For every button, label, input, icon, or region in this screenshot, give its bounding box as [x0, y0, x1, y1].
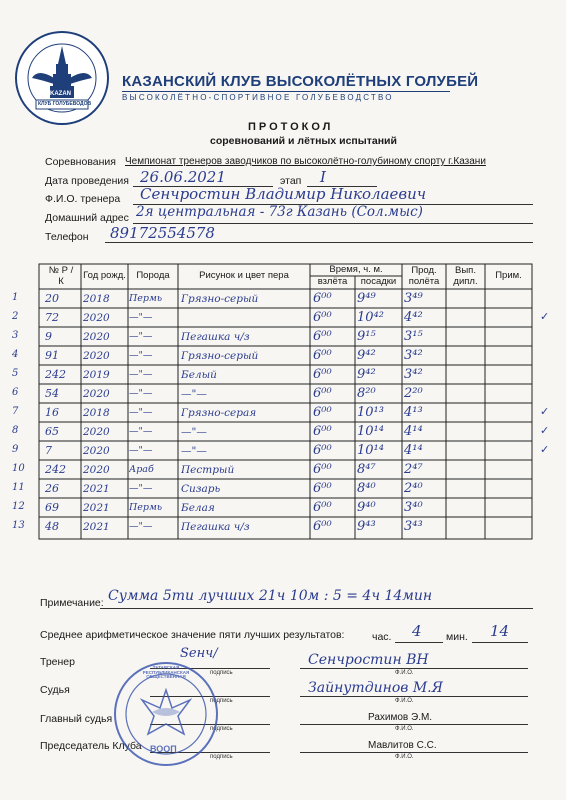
hours-underline: [395, 642, 443, 643]
cell-num[interactable]: 242: [45, 463, 66, 476]
cell-pattern[interactable]: Пестрый: [181, 463, 235, 476]
cell-takeoff[interactable]: 6⁰⁰: [313, 462, 332, 477]
cell-landing[interactable]: 9⁴²: [357, 348, 376, 363]
trainer-label: Тренер: [40, 656, 75, 668]
row-checkmark: ✓: [540, 406, 550, 418]
chairman-fio-line: [300, 752, 528, 753]
cell-breed[interactable]: Араб: [129, 464, 154, 475]
cell-duration[interactable]: 2⁴⁷: [404, 462, 423, 477]
row-index: 4: [12, 349, 19, 360]
cell-num[interactable]: 16: [45, 406, 59, 419]
cell-takeoff[interactable]: 6⁰⁰: [313, 405, 332, 420]
note-label: Примечание:: [40, 597, 104, 609]
cell-takeoff[interactable]: 6⁰⁰: [313, 367, 332, 382]
cell-takeoff[interactable]: 6⁰⁰: [313, 348, 332, 363]
cell-num[interactable]: 7: [45, 444, 52, 457]
logo-ribbon-text: КЛУБ ГОЛУБЕВОДОВ: [38, 101, 92, 107]
judge-sign-caption: подпись: [210, 698, 233, 704]
cell-num[interactable]: 242: [45, 368, 66, 381]
cell-pattern[interactable]: Пегашка ч/з: [181, 520, 250, 533]
cell-landing[interactable]: 9⁴³: [357, 519, 376, 534]
doc-subtitle: соревнований и лётных испытаний: [210, 135, 397, 147]
trainer-fio-caption: Ф.И.О.: [395, 670, 414, 676]
cell-duration[interactable]: 3¹⁵: [404, 329, 423, 344]
chairman-label: Председатель Клуба: [40, 740, 142, 752]
cell-duration[interactable]: 3⁴²: [404, 367, 423, 382]
cell-landing[interactable]: 9¹⁵: [357, 329, 376, 344]
stage-value[interactable]: I: [320, 168, 326, 186]
cell-takeoff[interactable]: 6⁰⁰: [313, 424, 332, 439]
phone-underline: [105, 242, 533, 243]
chief-judge-label: Главный судья: [40, 713, 113, 725]
cell-landing[interactable]: 10⁴²: [357, 310, 384, 325]
competition-value[interactable]: Чемпионат тренеров заводчиков по высоколётно-голубиному спорту г.Казани: [125, 156, 486, 167]
cell-year[interactable]: 2020: [83, 463, 110, 476]
row-index: 13: [12, 520, 25, 531]
hours-label: час.: [372, 631, 392, 643]
trainer-fio[interactable]: Сенчростин ВН: [308, 652, 429, 668]
cell-takeoff[interactable]: 6⁰⁰: [313, 481, 332, 496]
note-value[interactable]: Сумма 5ти лучших 21ч 10м : 5 = 4ч 14мин: [108, 588, 433, 604]
cell-num[interactable]: 20: [45, 292, 59, 305]
row-index: 8: [12, 425, 19, 436]
cell-year[interactable]: 2020: [83, 311, 110, 324]
cell-takeoff[interactable]: 6⁰⁰: [313, 443, 332, 458]
cell-num[interactable]: 69: [45, 501, 59, 514]
club-logo: [14, 30, 110, 126]
org-subtitle-rule: [122, 91, 450, 92]
header-duration: Прод. полёта: [408, 265, 440, 287]
cell-takeoff[interactable]: 6⁰⁰: [313, 500, 332, 515]
cell-year[interactable]: 2020: [83, 387, 110, 400]
judge-fio[interactable]: Зайнутдинов М.Я: [308, 680, 443, 696]
cell-duration[interactable]: 4¹⁴: [404, 424, 423, 439]
header-breed: Порода: [136, 270, 170, 282]
logo-city: KAZAN: [50, 91, 71, 97]
row-index: 9: [12, 444, 19, 455]
cell-takeoff[interactable]: 6⁰⁰: [313, 329, 332, 344]
org-subtitle: ВЫСОКОЛЁТНО-СПОРТИВНОЕ ГОЛУБЕВОДСТВО: [122, 93, 394, 102]
cell-landing[interactable]: 8⁴⁷: [357, 462, 376, 477]
row-index: 11: [12, 482, 25, 493]
header-num: № Р / К: [48, 265, 74, 287]
cell-duration[interactable]: 4⁴²: [404, 310, 423, 325]
row-checkmark: ✓: [540, 425, 550, 437]
doc-title: ПРОТОКОЛ: [248, 121, 334, 133]
cell-breed[interactable]: —"—: [129, 483, 153, 494]
cell-num[interactable]: 26: [45, 482, 59, 495]
cell-takeoff[interactable]: 6⁰⁰: [313, 386, 332, 401]
cell-breed[interactable]: —"—: [129, 388, 153, 399]
phone-value[interactable]: 89172554578: [110, 224, 215, 242]
chief-judge-fio-line: [300, 724, 528, 725]
chief-judge-fio: Рахимов Э.М.: [368, 712, 433, 723]
cell-duration[interactable]: 4¹³: [404, 405, 423, 420]
cell-pattern[interactable]: Грязно-серый: [181, 349, 259, 362]
chairman-fio: Мавлитов С.С.: [368, 740, 437, 751]
cell-pattern[interactable]: Белый: [181, 368, 217, 381]
cell-breed[interactable]: —"—: [129, 350, 153, 361]
row-index: 3: [12, 330, 19, 341]
cell-breed[interactable]: —"—: [129, 426, 153, 437]
cell-duration[interactable]: 3⁴⁰: [404, 500, 423, 515]
date-label: Дата проведения: [45, 175, 129, 187]
cell-year[interactable]: 2021: [83, 482, 110, 495]
header-time: Время, ч. м.: [329, 263, 383, 275]
cell-pattern[interactable]: [181, 308, 309, 327]
min-label: мин.: [446, 631, 468, 643]
cell-num[interactable]: 9: [45, 330, 52, 343]
cell-pattern[interactable]: Сизарь: [181, 482, 221, 495]
cell-num[interactable]: 54: [45, 387, 59, 400]
cell-landing[interactable]: 10¹⁴: [357, 443, 384, 458]
date-value[interactable]: 26.06.2021: [140, 168, 226, 186]
cell-year[interactable]: 2021: [83, 520, 110, 533]
competition-label: Соревнования: [45, 156, 116, 168]
stage-label: этап: [280, 175, 302, 187]
cell-landing[interactable]: 10¹⁴: [357, 424, 384, 439]
trainer-fio-line: [300, 668, 528, 669]
cell-duration[interactable]: 3⁴³: [404, 519, 423, 534]
cell-year[interactable]: 2020: [83, 444, 110, 457]
cell-takeoff[interactable]: 6⁰⁰: [313, 310, 332, 325]
row-checkmark: ✓: [540, 311, 550, 323]
cell-duration[interactable]: 2⁴⁰: [404, 481, 423, 496]
chief-judge-fio-caption: Ф.И.О.: [395, 726, 414, 732]
header-takeoff: взлёта: [317, 276, 348, 288]
cell-landing[interactable]: 9⁴²: [357, 367, 376, 382]
chairman-fio-caption: Ф.И.О.: [395, 754, 414, 760]
cell-pattern[interactable]: —"—: [181, 387, 207, 400]
judge-fio-caption: Ф.И.О.: [395, 698, 414, 704]
min-underline: [472, 642, 528, 643]
cell-num[interactable]: 48: [45, 520, 59, 533]
cell-landing[interactable]: 9⁴⁹: [357, 291, 376, 306]
cell-year[interactable]: 2019: [83, 368, 110, 381]
cell-pattern[interactable]: —"—: [181, 425, 207, 438]
cell-breed[interactable]: —"—: [129, 521, 153, 532]
cell-year[interactable]: 2021: [83, 501, 110, 514]
cell-num[interactable]: 72: [45, 311, 59, 324]
hours-value[interactable]: 4: [412, 622, 422, 640]
row-index: 7: [12, 406, 19, 417]
row-index: 5: [12, 368, 19, 379]
cell-pattern[interactable]: Белая: [181, 501, 215, 514]
avg-label: Среднее арифметическое значение пяти лучших результатов:: [40, 629, 345, 641]
trainer-name-label: Ф.И.О. тренера: [45, 193, 121, 205]
row-checkmark: ✓: [540, 444, 550, 456]
cell-pattern[interactable]: Пегашка ч/з: [181, 330, 250, 343]
cell-year[interactable]: 2018: [83, 292, 110, 305]
cell-landing[interactable]: 10¹³: [357, 405, 384, 420]
cell-landing[interactable]: 8²⁰: [357, 386, 376, 401]
cell-breed[interactable]: —"—: [129, 312, 153, 323]
row-index: 2: [12, 311, 19, 322]
header-landing: посадки: [360, 276, 397, 288]
cell-year[interactable]: 2020: [83, 349, 110, 362]
cell-landing[interactable]: 8⁴⁰: [357, 481, 376, 496]
header-diploma: Вып. дипл.: [453, 265, 478, 287]
address-value[interactable]: 2я центральная - 73г Казань (Сол.мыс): [136, 204, 423, 220]
cell-landing[interactable]: 9⁴⁰: [357, 500, 376, 515]
org-title: КАЗАНСКИЙ КЛУБ ВЫСОКОЛЁТНЫХ ГОЛУБЕЙ: [122, 73, 479, 90]
stamp-text: ТАТАРСКАЯ РЕСПУБЛИКАНСКАЯ ОБЩЕСТВЕННАЯ: [142, 665, 190, 680]
row-index: 10: [12, 463, 25, 474]
cell-num[interactable]: 91: [45, 349, 59, 362]
cell-duration[interactable]: 3⁴²: [404, 348, 423, 363]
cell-year[interactable]: 2020: [83, 330, 110, 343]
cell-breed[interactable]: Пермь: [129, 502, 163, 513]
cell-breed[interactable]: —"—: [129, 445, 153, 456]
cell-year[interactable]: 2018: [83, 406, 110, 419]
judge-fio-line: [300, 696, 528, 697]
row-index: 1: [12, 292, 19, 303]
cell-takeoff[interactable]: 6⁰⁰: [313, 519, 332, 534]
chairman-sign-caption: подпись: [210, 754, 233, 760]
cell-breed[interactable]: —"—: [129, 331, 153, 342]
row-index: 6: [12, 387, 19, 398]
cell-breed[interactable]: —"—: [129, 369, 153, 380]
header-pattern: Рисунок и цвет пера: [199, 270, 289, 282]
cell-pattern[interactable]: Грязно-серый: [181, 292, 259, 305]
row-index: 12: [12, 501, 25, 512]
cell-num[interactable]: 65: [45, 425, 59, 438]
cell-pattern[interactable]: Грязно-серая: [181, 406, 257, 419]
cell-year[interactable]: 2020: [83, 425, 110, 438]
chief-judge-sign-caption: подпись: [210, 726, 233, 732]
trainer-name-value[interactable]: Сенчростин Владимир Николаевич: [140, 185, 427, 203]
trainer-sign-caption: подпись: [210, 670, 233, 676]
cell-duration[interactable]: 3⁴⁹: [404, 291, 423, 306]
header-year: Год рожд.: [83, 270, 126, 282]
judge-label: Судья: [40, 684, 70, 696]
note-underline: [100, 608, 533, 609]
min-value[interactable]: 14: [490, 622, 510, 640]
cell-breed[interactable]: Пермь: [129, 293, 163, 304]
address-label: Домашний адрес: [45, 212, 129, 224]
header-note: Прим.: [495, 270, 522, 282]
cell-breed[interactable]: —"—: [129, 407, 153, 418]
cell-duration[interactable]: 2²⁰: [404, 386, 423, 401]
cell-takeoff[interactable]: 6⁰⁰: [313, 291, 332, 306]
stamp-abbr: ВООП: [150, 744, 177, 754]
cell-duration[interactable]: 4¹⁴: [404, 443, 423, 458]
trainer-signature[interactable]: Ѕенч/: [180, 646, 218, 661]
official-stamp: [112, 660, 220, 768]
phone-label: Телефон: [45, 231, 89, 243]
cell-pattern[interactable]: —"—: [181, 444, 207, 457]
